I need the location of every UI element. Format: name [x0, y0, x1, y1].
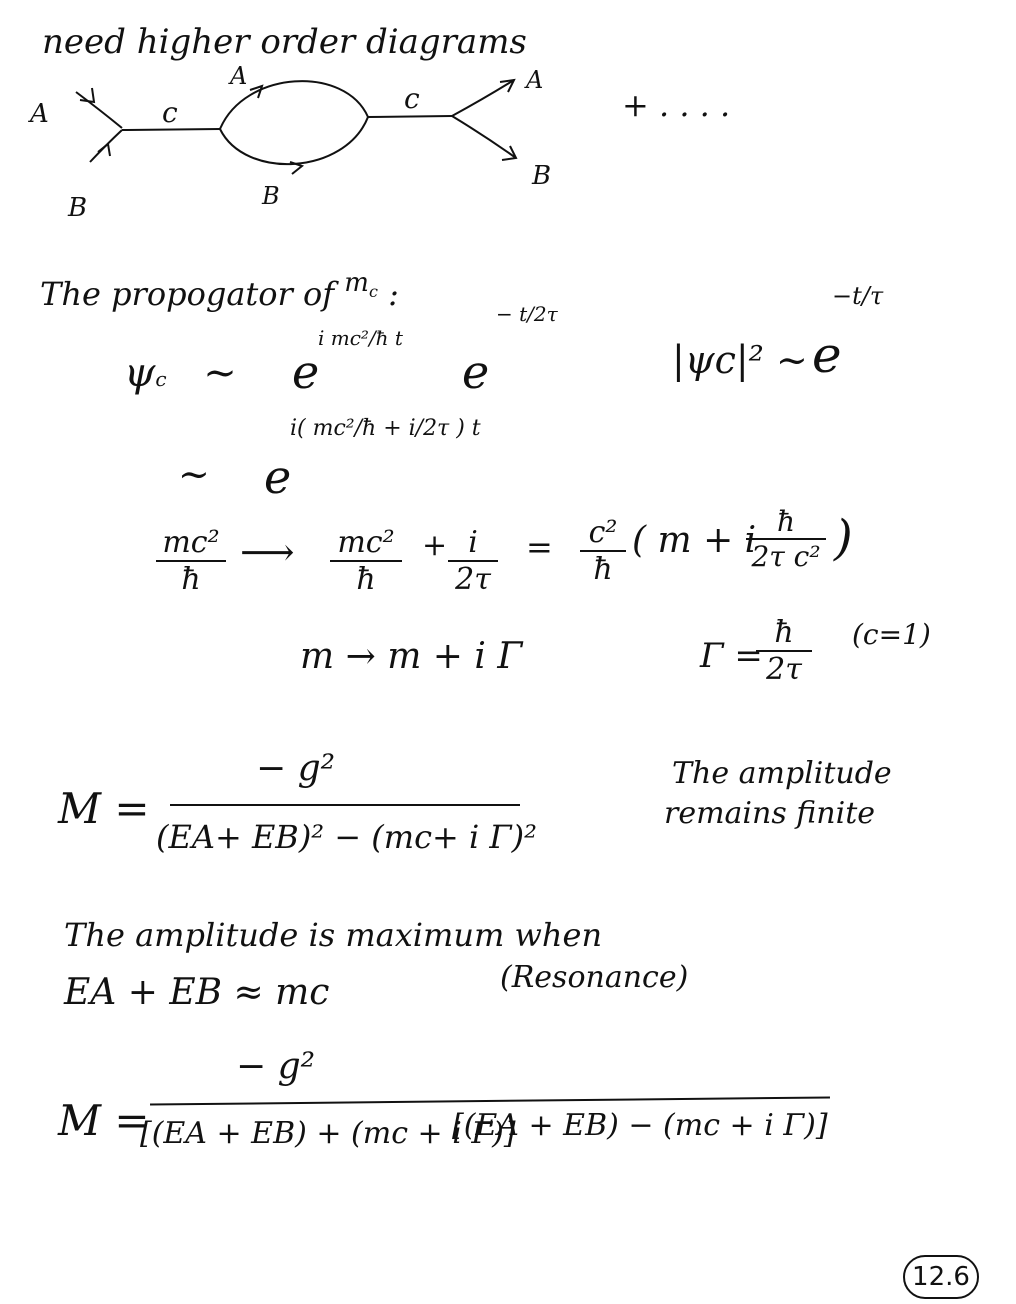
heading: need higher order diagrams — [42, 22, 527, 62]
amplitude-note-2: remains finite — [664, 796, 876, 831]
outgoing-a-line — [452, 80, 514, 116]
psi-c: ψc ~ — [124, 350, 237, 396]
m-shift: m → m + i Γ — [300, 636, 523, 677]
equals-1: = — [526, 528, 553, 566]
exp-term-1: e — [292, 345, 320, 399]
combined-approx: ~ — [178, 452, 210, 496]
left-propagator-line — [122, 129, 220, 130]
c2-over-h: $\frac{\text{c²}}{ħ}$ — [580, 515, 626, 587]
amplitude2-denominator-right: [(EA + EB) − (mc + i Γ)] — [452, 1108, 828, 1143]
outgoing-b-line — [452, 116, 516, 158]
combined-e: e — [264, 450, 292, 504]
outgoing-b-label: B — [532, 161, 552, 191]
amplitude2-lhs: M = — [58, 1096, 150, 1145]
amplitude-denominator: (EA+ EB)² − (mc+ i Γ)² — [156, 818, 537, 856]
page-number: 12.6 — [903, 1255, 979, 1299]
feynman-diagram — [0, 50, 1016, 290]
paren-close: ) — [834, 510, 853, 566]
amplitude2-denominator-left: [(EA + EB) + (mc + i Γ)] — [140, 1116, 516, 1151]
loop-lower — [220, 117, 368, 164]
amplitude-note-1: The amplitude — [672, 756, 892, 791]
right-propagator-line — [368, 116, 452, 117]
loop-top-label: A — [230, 62, 248, 90]
plus-1: + — [422, 528, 448, 563]
title-particle-sub: c — [368, 282, 378, 301]
maximum-statement: The amplitude is maximum when — [64, 916, 603, 954]
amplitude-fraction-bar — [170, 804, 520, 806]
right-propagator-label: c — [404, 82, 420, 115]
outgoing-a-label: A — [526, 66, 544, 94]
exp-term-1-power: i mc²/ħ t — [318, 326, 403, 350]
arrow-1: ⟶ — [240, 530, 295, 574]
incoming-a-line — [76, 92, 122, 128]
paren-open: ( m + i — [632, 520, 757, 561]
mc2-over-h-rhs: $\frac{\text{mc²}}{ħ}$ — [330, 525, 402, 597]
loop-bottom-label: B — [262, 182, 280, 210]
resonance-condition: EA + EB ≈ mc — [64, 972, 330, 1013]
incoming-b-arrow — [98, 144, 110, 156]
psi-mod-squared: |ψc|² ~ — [672, 338, 808, 382]
amplitude-lhs: M = — [58, 784, 150, 833]
left-propagator-label: c — [162, 96, 178, 129]
amplitude2-fraction-bar — [150, 1096, 830, 1105]
mc2-over-h: $\frac{\text{mc²}}{ħ}$ — [156, 525, 226, 597]
exp-term-2: e — [462, 345, 490, 399]
propagator-title: The propogator of $^{mc}$ : — [40, 268, 399, 313]
incoming-b-label: B — [68, 193, 88, 223]
amplitude2-numerator: − g² — [236, 1046, 316, 1087]
h-over-2tauc2: $\frac{ħ}{\text{2τ c²}}$ — [746, 505, 826, 573]
gamma-fraction: $\frac{ħ}{2\tau}$ — [756, 615, 812, 687]
combined-exponent: i( mc²/ħ + i/2τ ) t — [290, 416, 481, 441]
more-terms: + . . . . — [622, 86, 731, 124]
exp-term-3-power: −t/τ — [832, 282, 884, 310]
resonance-label: (Resonance) — [500, 960, 689, 995]
amplitude-numerator: − g² — [256, 748, 336, 789]
exp-term-3: e — [812, 326, 842, 384]
incoming-a-label: A — [30, 99, 49, 129]
exp-term-2-power: − t/2τ — [496, 302, 558, 326]
title-particle: m — [344, 268, 369, 298]
c-equals-1: (c=1) — [852, 618, 931, 651]
i-over-2tau: $\frac{i}{2\tau}$ — [448, 525, 498, 597]
gamma-lhs: Γ = — [700, 636, 763, 676]
